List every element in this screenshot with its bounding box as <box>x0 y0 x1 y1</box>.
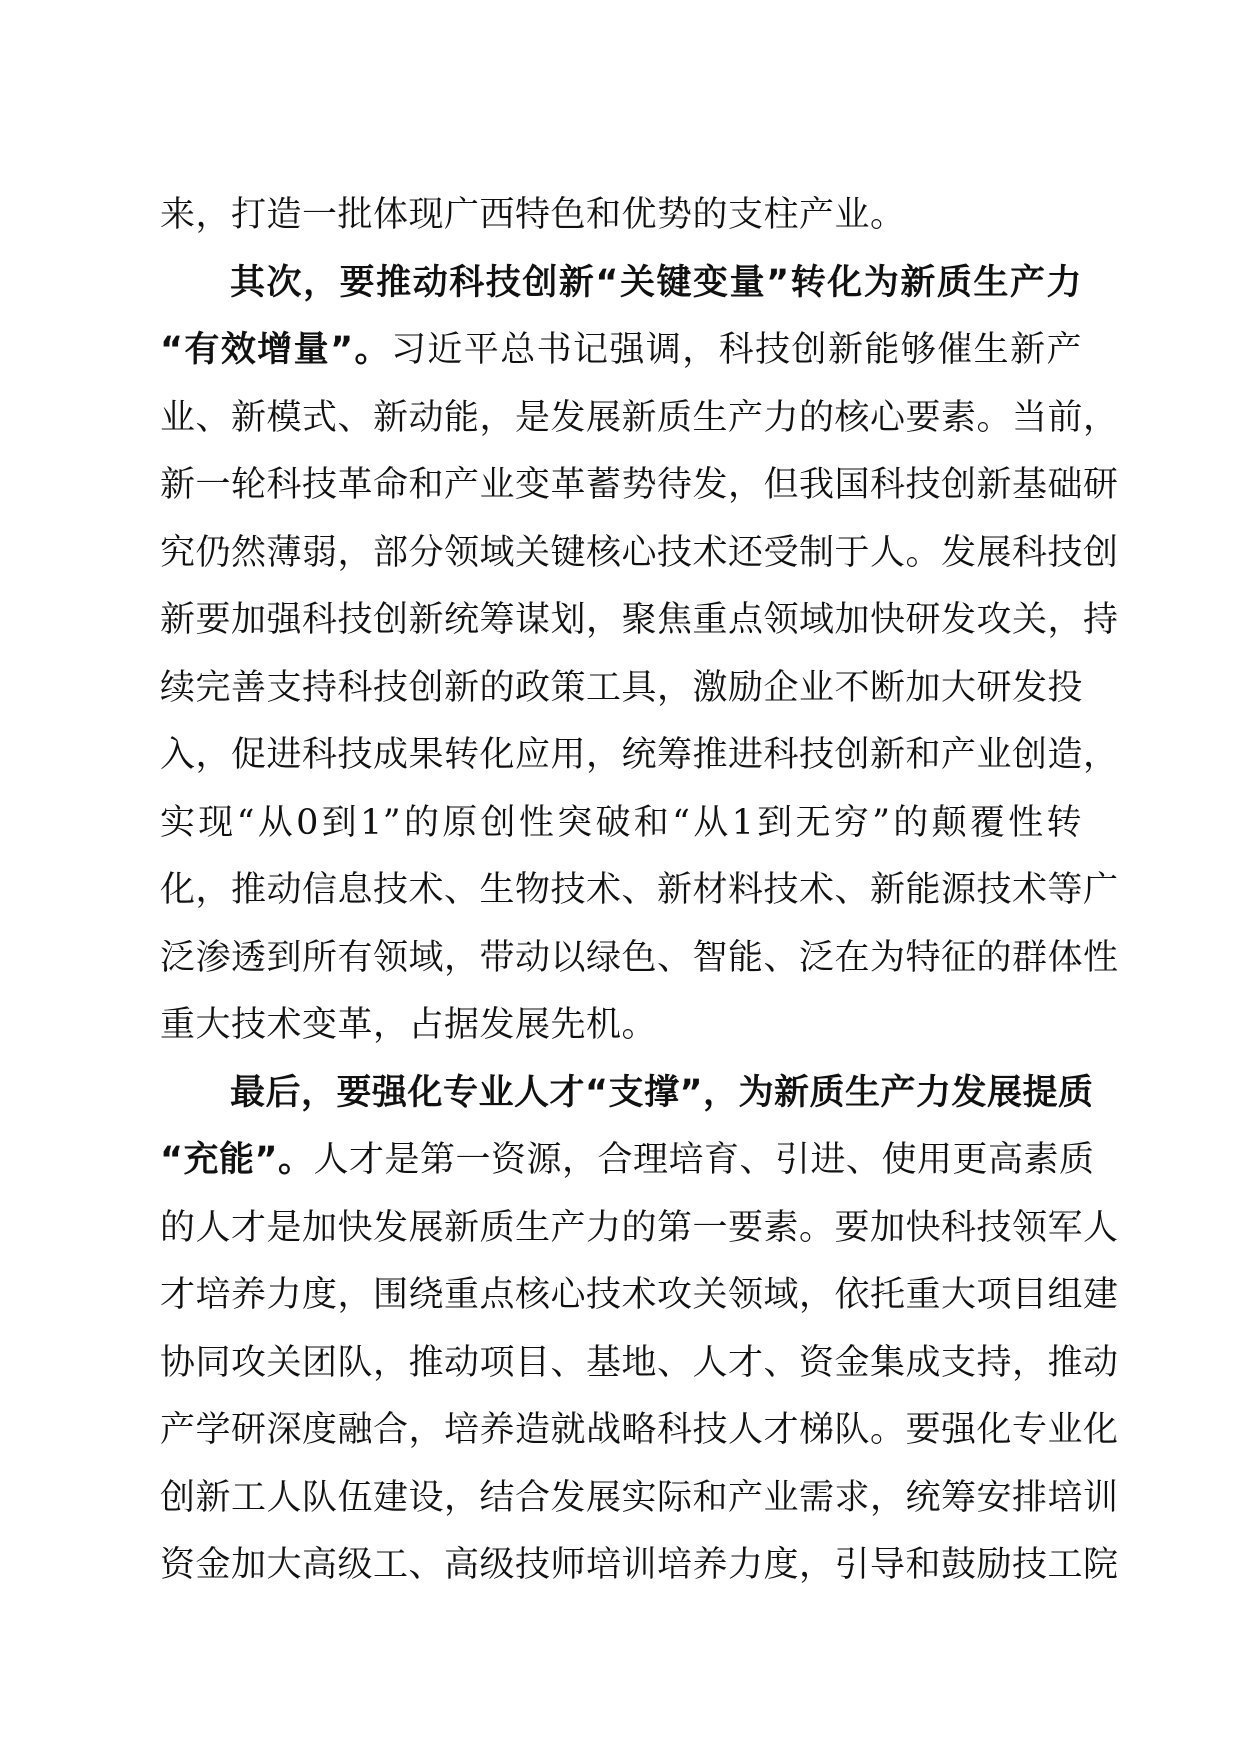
paragraph-3-line: 才培养力度，围绕重点核心技术攻关领域，依托重大项目组建 <box>160 1275 1119 1315</box>
paragraph-3-heading-line-2: “充能”。 <box>160 1140 314 1180</box>
paragraph-2-line-last: 重大技术变革，占据发展先机。 <box>160 1005 658 1045</box>
paragraph-2-line-2 <box>160 317 1082 385</box>
paragraph-2-line: 业、新模式、新动能，是发展新质生产力的核心要素。当前， <box>160 397 1119 438</box>
paragraph-2-line: 泛渗透到所有领域，带动以绿色、智能、泛在为特征的群体性 <box>160 937 1119 978</box>
paragraph-2-line: 实现“从0到1”的原创性突破和“从1到无穷”的颠覆性转 <box>160 802 1082 843</box>
paragraph-2-heading-line-2: “有效增量”。 <box>160 330 391 370</box>
paragraph-3-line-2 <box>160 1127 1095 1195</box>
paragraph-2-line: 入，促进科技成果转化应用，统筹推进科技创新和产业创造， <box>160 735 1119 775</box>
paragraph-2-line: 究仍然薄弱，部分领域关键核心技术还受制于人。发展科技创 <box>160 532 1119 573</box>
paragraph-2-line: 新一轮科技革命和产业变革蓄势待发，但我国科技创新基础研 <box>160 465 1119 505</box>
paragraph-3-line: 协同攻关团队，推动项目、基地、人才、资金集成支持，推动 <box>160 1342 1119 1383</box>
paragraph-3-heading-line-1: 最后，要强化专业人才“支撑”，为新质生产力发展提质 <box>230 1072 1094 1113</box>
paragraph-3-line-2-text: 人才是第一资源，合理培育、引进、使用更高素质 <box>313 1140 1095 1180</box>
paragraph-3-line: 产学研深度融合，培养造就战略科技人才梯队。要强化专业化 <box>160 1410 1119 1450</box>
paragraph-3-line: 创新工人队伍建设，结合发展实际和产业需求，统筹安排培训 <box>160 1477 1119 1518</box>
paragraph-2-line: 化，推动信息技术、生物技术、新材料技术、新能源技术等广 <box>160 870 1119 910</box>
paragraph-2-line: 续完善支持科技创新的政策工具，激励企业不断加大研发投 <box>160 667 1084 708</box>
paragraph-2-heading-line-1: 其次，要推动科技创新“关键变量”转化为新质生产力 <box>230 262 1082 303</box>
paragraph-2-line: 新要加强科技创新统筹谋划，聚焦重点领域加快研发攻关，持 <box>160 600 1119 640</box>
paragraph-1-line-1: 来，打造一批体现广西特色和优势的支柱产业。 <box>160 195 906 235</box>
paragraph-2-line-2-text: 习近平总书记强调，科技创新能够催生新产 <box>390 330 1082 370</box>
paragraph-3-line: 的人才是加快发展新质生产力的第一要素。要加快科技领军人 <box>160 1207 1119 1248</box>
document-body <box>160 182 1119 1600</box>
paragraph-3-line: 资金加大高级工、高级技师培训培养力度，引导和鼓励技工院 <box>160 1545 1119 1585</box>
